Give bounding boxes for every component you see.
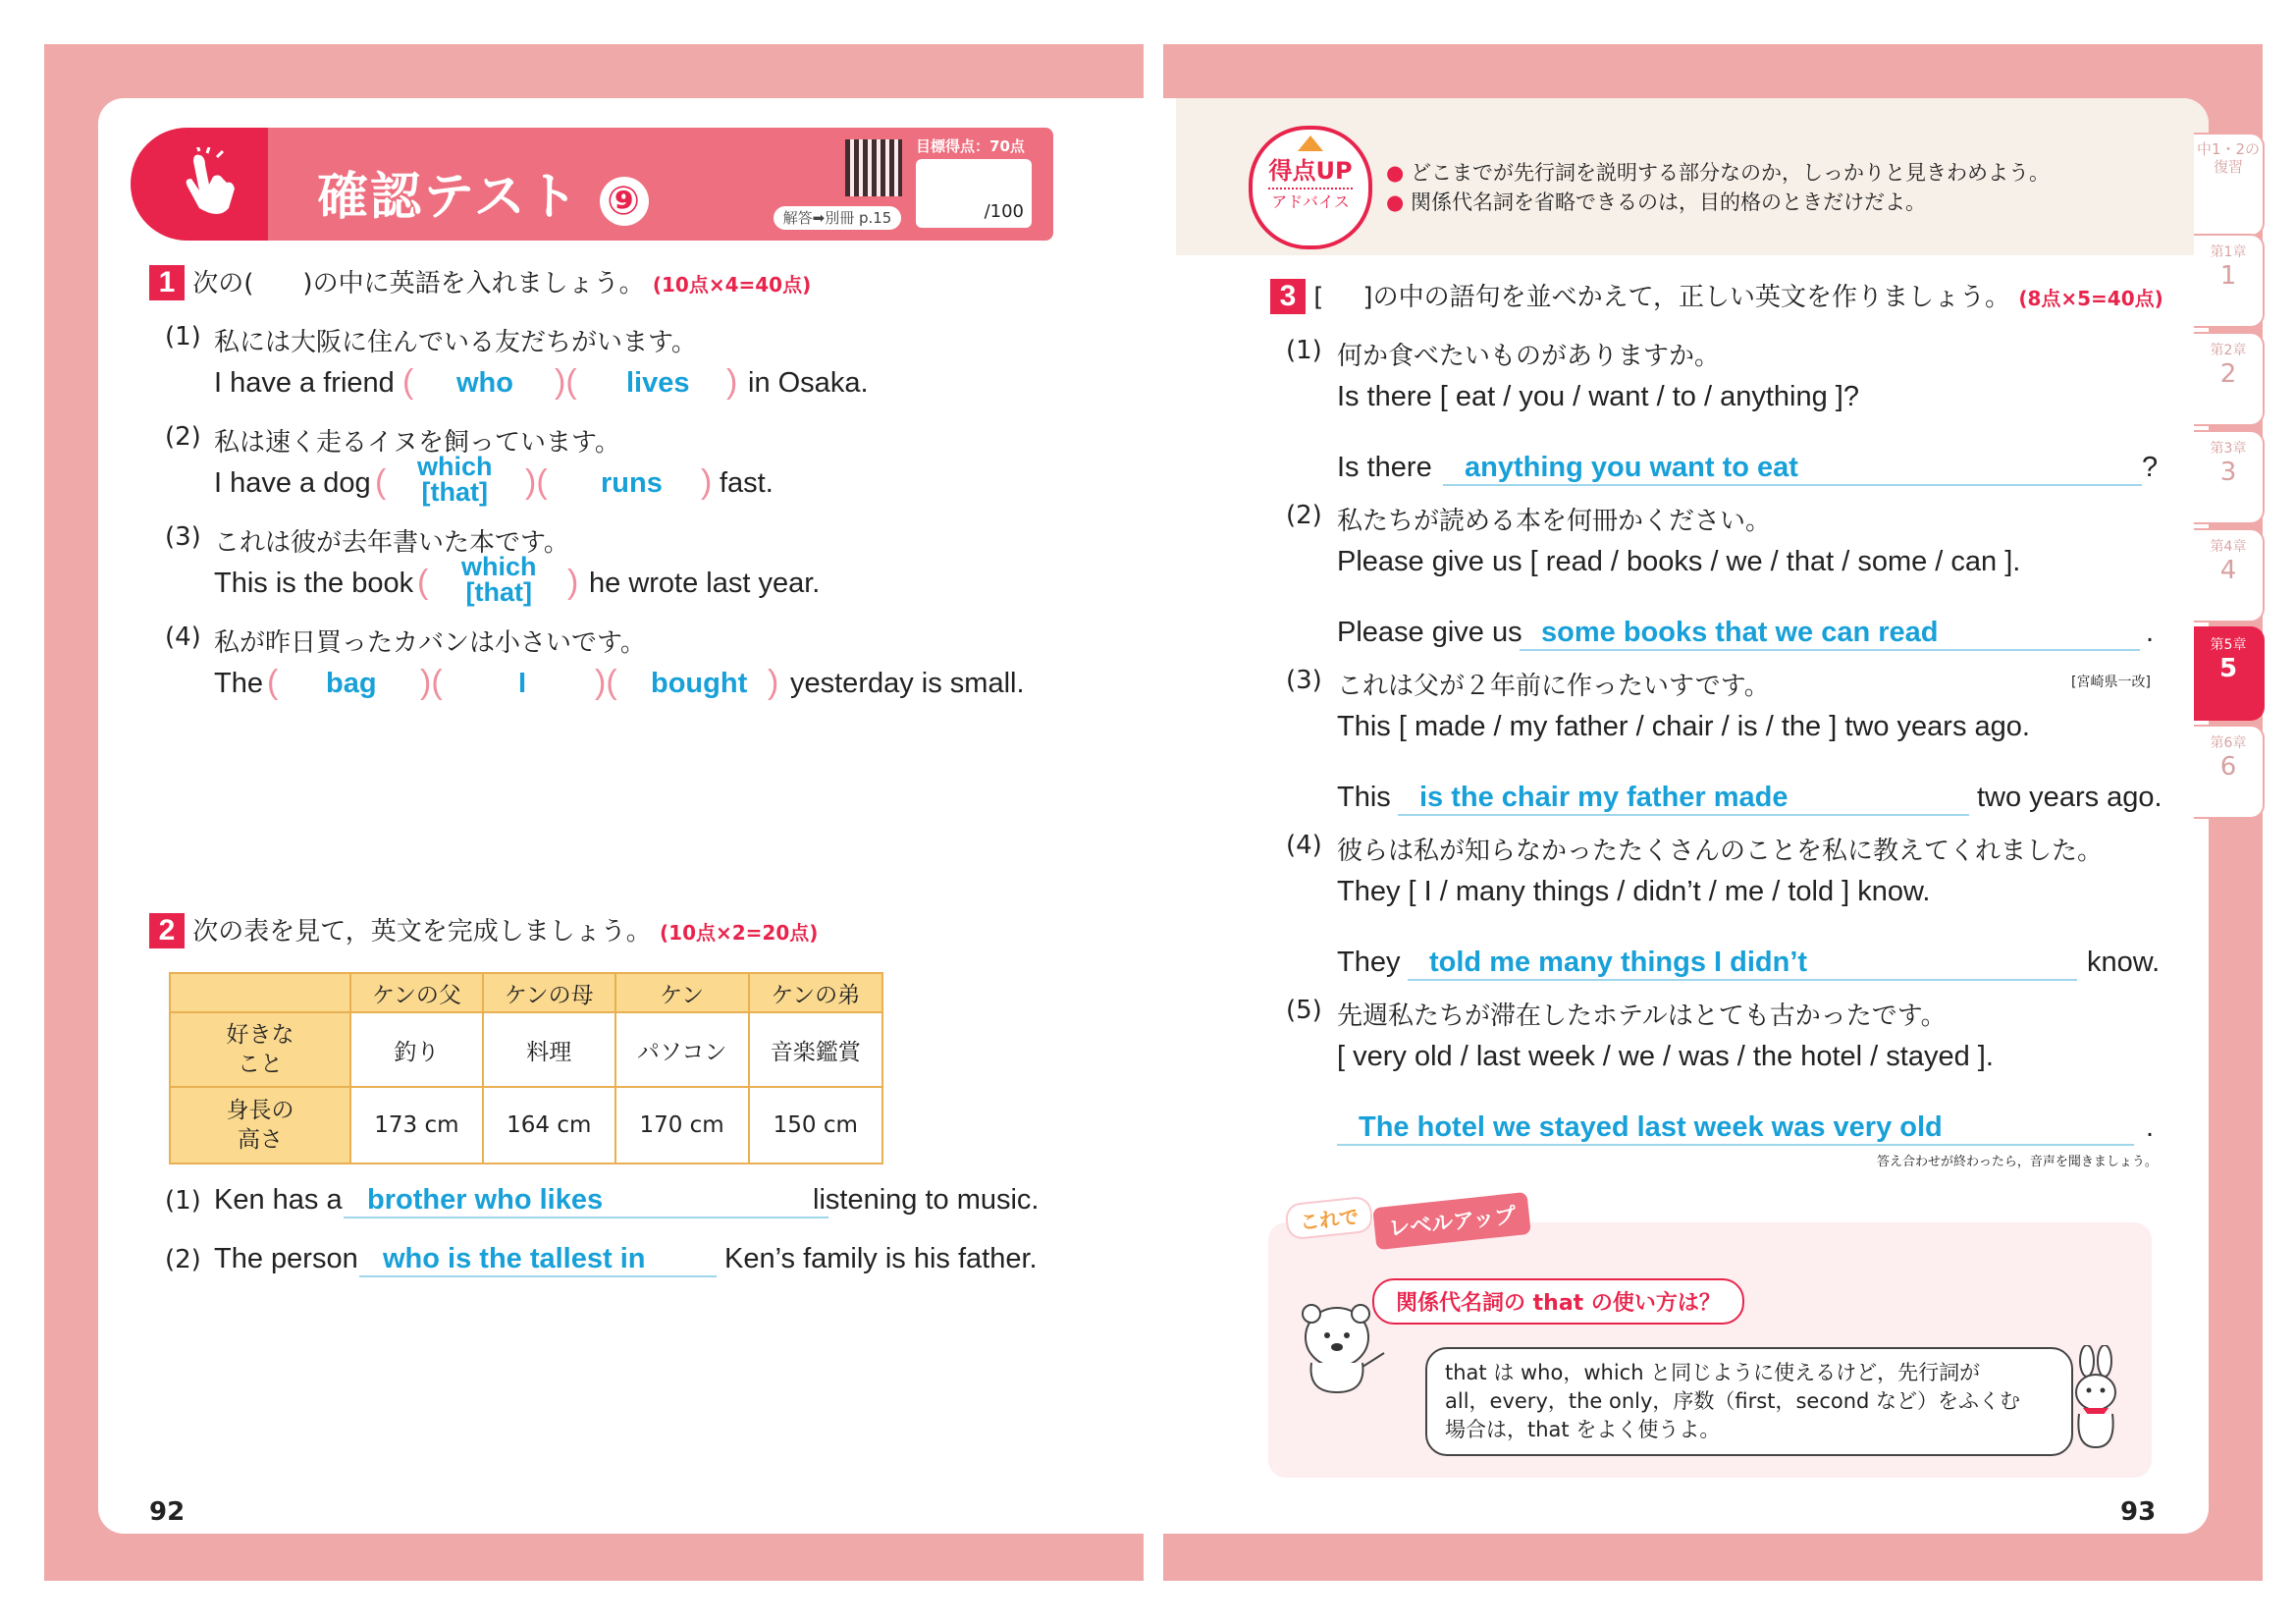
chapter-tab-3[interactable] <box>2194 430 2265 524</box>
q1-points: (10点×4=40点) <box>652 273 812 297</box>
paren: )( <box>595 664 617 701</box>
paren: ) <box>701 463 713 501</box>
table-cell: 釣り <box>350 1012 483 1087</box>
q3-item1-answer[interactable]: anything you want to eat <box>1443 452 2142 486</box>
page-number-right: 93 <box>2120 1497 2157 1527</box>
paren: )( <box>420 664 443 701</box>
advice-badge-bottom: アドバイス <box>1268 188 1353 212</box>
table-cell: 173 cm <box>350 1087 483 1164</box>
q3-instr-b: ]の中の語句を並べかえて，正しい英文を作りましょう。 <box>1362 283 2011 312</box>
tab-num: 6 <box>2219 752 2237 782</box>
q3-heading <box>1270 277 2163 314</box>
q1-item1-answer2[interactable]: lives <box>626 367 690 399</box>
q2-instr: 次の表を見て，英文を完成しましょう。 <box>192 917 652 947</box>
levelup-line: that は who，which と同じように使えるけど，先行詞が <box>1445 1361 1981 1384</box>
q1-item2-answer2[interactable]: runs <box>601 467 663 499</box>
q3-item2-prompt: Please give us [ read / books / we / that / some / can ]. <box>1337 546 2021 577</box>
q1-item3-post: he wrote last year. <box>589 568 821 599</box>
q3-item5-answer[interactable]: The hotel we stayed last week was very old <box>1337 1111 2134 1146</box>
q1-instr-b: )の中に英語を入れましょう。 <box>302 269 645 298</box>
target-score: 目標得点：70点 <box>916 137 1025 155</box>
table-row-label: 身長の 高さ <box>170 1087 350 1164</box>
q3-instr-a: [ <box>1313 283 1324 312</box>
q3-item4-jp: 彼らは私が知らなかったたくさんのことを私に教えてくれました。 <box>1337 837 2104 866</box>
q3-item3-answer[interactable]: is the chair my father made <box>1398 782 1969 816</box>
table-row <box>170 1087 882 1164</box>
q1-item4-answer1[interactable]: bag <box>326 668 377 699</box>
table-header-cell: ケンの弟 <box>749 973 883 1012</box>
q1-item2-pre: I have a dog <box>214 467 371 499</box>
q2-item1-post: listening to music. <box>813 1184 1040 1216</box>
table-header-cell <box>170 973 350 1012</box>
q1-item3-answer1[interactable] <box>461 554 537 605</box>
page-number-left: 92 <box>149 1497 186 1527</box>
levelup-answer-bubble <box>1425 1347 2073 1456</box>
levelup-tag-2: レベルアップ <box>1372 1192 1531 1250</box>
tab-label: 第1章 <box>2210 244 2247 260</box>
q1-item1-answer1[interactable]: who <box>456 367 513 399</box>
paren: ) <box>726 363 738 401</box>
q1-item4-answer2[interactable]: I <box>518 668 527 699</box>
q2-points: (10点×2=20点) <box>660 921 819 945</box>
levelup-tag-1: これで <box>1284 1196 1373 1241</box>
answer-that: [that] <box>465 577 532 607</box>
q3-item2-num: (2) <box>1286 501 1322 530</box>
table-cell: 料理 <box>483 1012 615 1087</box>
paren: )( <box>555 363 577 401</box>
q2-item1-answer[interactable]: brother who likes <box>344 1184 828 1218</box>
levelup-line: 場合は，that をよく使うよ。 <box>1445 1418 1721 1441</box>
paren: ( <box>267 664 279 701</box>
q2-heading <box>149 911 818 948</box>
tab-num: 5 <box>2218 654 2238 683</box>
q3-item2-pre: Please give us <box>1337 617 1522 648</box>
tab-num: 3 <box>2219 458 2237 487</box>
paren: ) <box>768 664 779 701</box>
table-row-label: 好きな こと <box>170 1012 350 1087</box>
q1-item3-num: (3) <box>165 522 201 552</box>
advice-line-2: ● 関係代名詞を省略できるのは，目的格のときだけだよ。 <box>1386 190 1927 214</box>
q3-number: 3 <box>1270 279 1306 314</box>
score-box <box>916 159 1032 228</box>
q3-item2-answer[interactable]: some books that we can read <box>1520 617 2140 651</box>
q1-item2-post: fast. <box>720 467 774 499</box>
q3-item4-prompt: They [ I / many things / didn’t / me / told ] know. <box>1337 876 1931 907</box>
q3-points: (8点×5=40点) <box>2018 287 2163 310</box>
q1-item4-answer3[interactable]: bought <box>651 668 748 699</box>
left-page <box>98 98 1144 1534</box>
info-table <box>169 972 883 1164</box>
table-header-cell: ケンの父 <box>350 973 483 1012</box>
q1-number: 1 <box>149 265 185 300</box>
q2-item1-num: (1) <box>165 1186 201 1216</box>
advice-line-1: ● どこまでが先行詞を説明する部分なのか，しっかりと見きわめよう。 <box>1386 161 2051 185</box>
table-header-cell: ケンの母 <box>483 973 615 1012</box>
q3-item4-pre: They <box>1337 947 1401 978</box>
table-row <box>170 1012 882 1087</box>
q2-number: 2 <box>149 913 185 948</box>
q2-item2-pre: The person <box>214 1243 358 1274</box>
q2-item2-answer[interactable]: who is the tallest in <box>359 1243 717 1277</box>
q1-item1-pre: I have a friend <box>214 367 395 399</box>
paren: ) <box>567 564 579 601</box>
answer-reference: 解答➡別冊 p.15 <box>774 206 901 230</box>
q1-item4-post: yesterday is small. <box>790 668 1025 699</box>
q3-item5-jp: 先週私たちが滞在したホテルはとても古かったです。 <box>1337 1001 1947 1031</box>
test-number: ⑨ <box>600 177 649 226</box>
paren: ( <box>417 564 429 601</box>
q1-item1-num: (1) <box>165 322 201 352</box>
q3-item3-source: [宮崎県一改] <box>2071 675 2151 690</box>
q1-item4-num: (4) <box>165 623 201 652</box>
q1-item2-num: (2) <box>165 422 201 452</box>
table-header-cell: ケン <box>615 973 749 1012</box>
audio-note: 答え合わせが終わったら，音声を聞きましょう。 <box>1877 1155 2158 1169</box>
q1-item3-pre: This is the book <box>214 568 414 599</box>
q3-item1-num: (1) <box>1286 336 1322 365</box>
answer-which: which <box>461 552 537 581</box>
q3-item1-jp: 何か食べたいものがありますか。 <box>1337 342 1721 371</box>
chapter-tab-review[interactable]: 中1・2の復習 <box>2194 133 2265 237</box>
answer-that: [that] <box>421 477 488 507</box>
q3-item3-jp: これは父が２年前に作ったいすです。 <box>1337 672 1770 701</box>
q3-item4-post: know. <box>2087 947 2161 978</box>
q1-item1-post: in Osaka. <box>748 367 869 399</box>
q3-item3-num: (3) <box>1286 666 1322 695</box>
answer-which: which <box>417 452 493 481</box>
q3-item3-prompt: This [ made / my father / chair / is / the ] two years ago. <box>1337 711 2030 742</box>
q1-item3-jp: これは彼が去年書いた本です。 <box>214 528 569 558</box>
q3-item1-pre: Is there <box>1337 452 1432 483</box>
q1-heading <box>149 263 811 300</box>
tab-num: 2 <box>2219 359 2237 389</box>
q2-item2-num: (2) <box>165 1245 201 1274</box>
chapter-tab-4[interactable] <box>2194 528 2265 623</box>
title-banner <box>131 128 1053 241</box>
tab-label: 第3章 <box>2210 441 2247 457</box>
tab-num: 4 <box>2219 556 2237 585</box>
q1-item1-jp: 私には大阪に住んでいる友だちがいます。 <box>214 328 697 357</box>
rabbit-icon <box>2061 1345 2130 1453</box>
score-label: /100 <box>984 201 1024 222</box>
q3-item2-post: . <box>2146 617 2155 648</box>
table-cell: 150 cm <box>749 1087 883 1164</box>
levelup-question-bubble: 関係代名詞の that の使い方は？ <box>1372 1278 1744 1325</box>
q3-item4-num: (4) <box>1286 831 1322 860</box>
table-header-row <box>170 973 882 1012</box>
paren: ( <box>375 463 387 501</box>
chapter-tab-6[interactable] <box>2194 725 2265 819</box>
qr-code-icon <box>845 139 902 196</box>
q1-item2-jp: 私は速く走るイヌを飼っています。 <box>214 428 620 458</box>
chapter-tab-5[interactable] <box>2194 626 2265 721</box>
q3-item4-answer[interactable]: told me many things I didn’t <box>1408 947 2077 981</box>
q2-item2-post: Ken’s family is his father. <box>724 1243 1038 1274</box>
table-cell: 164 cm <box>483 1087 615 1164</box>
page-title: 確認テスト ⑨ <box>317 155 649 229</box>
hand-point-icon <box>170 147 248 226</box>
advice-badge <box>1249 126 1372 249</box>
table-cell: パソコン <box>615 1012 749 1087</box>
q3-item1-post: ? <box>2142 452 2159 483</box>
q3-item5-post: . <box>2146 1111 2155 1143</box>
q2-item1-pre: Ken has a <box>214 1184 343 1216</box>
levelup-line: all，every，the only，序数（first，second など）をふくむ <box>1445 1389 2021 1413</box>
advice-badge-top: 得点UP <box>1268 157 1353 185</box>
table-cell: 170 cm <box>615 1087 749 1164</box>
tab-label: 第4章 <box>2210 539 2247 555</box>
q1-instr-a: 次の( <box>192 269 254 298</box>
q3-item5-prompt: [ very old / last week / we / was / the hotel / stayed ]. <box>1337 1041 1994 1072</box>
q1-item4-jp: 私が昨日買ったカバンは小さいです。 <box>214 628 646 658</box>
q3-item1-prompt: Is there [ eat / you / want / to / anything ]? <box>1337 381 1859 412</box>
q1-item2-answer1[interactable] <box>417 454 493 505</box>
arrow-up-icon <box>1298 135 1323 151</box>
q3-item2-jp: 私たちが読める本を何冊かください。 <box>1337 507 1772 536</box>
paren: )( <box>525 463 548 501</box>
q3-item3-pre: This <box>1337 782 1391 813</box>
tab-label: 第2章 <box>2210 343 2247 358</box>
q3-item3-post: two years ago. <box>1977 782 2163 813</box>
tab-label: 第6章 <box>2210 735 2247 751</box>
tab-label: 第5章 <box>2210 637 2247 653</box>
chapter-tab-2[interactable] <box>2194 332 2265 426</box>
table-cell: 音楽鑑賞 <box>749 1012 883 1087</box>
tab-num: 1 <box>2219 261 2237 291</box>
paren: ( <box>402 363 414 401</box>
q1-item4-pre: The <box>214 668 263 699</box>
q3-item5-num: (5) <box>1286 996 1322 1025</box>
chapter-tab-1[interactable] <box>2194 234 2265 328</box>
